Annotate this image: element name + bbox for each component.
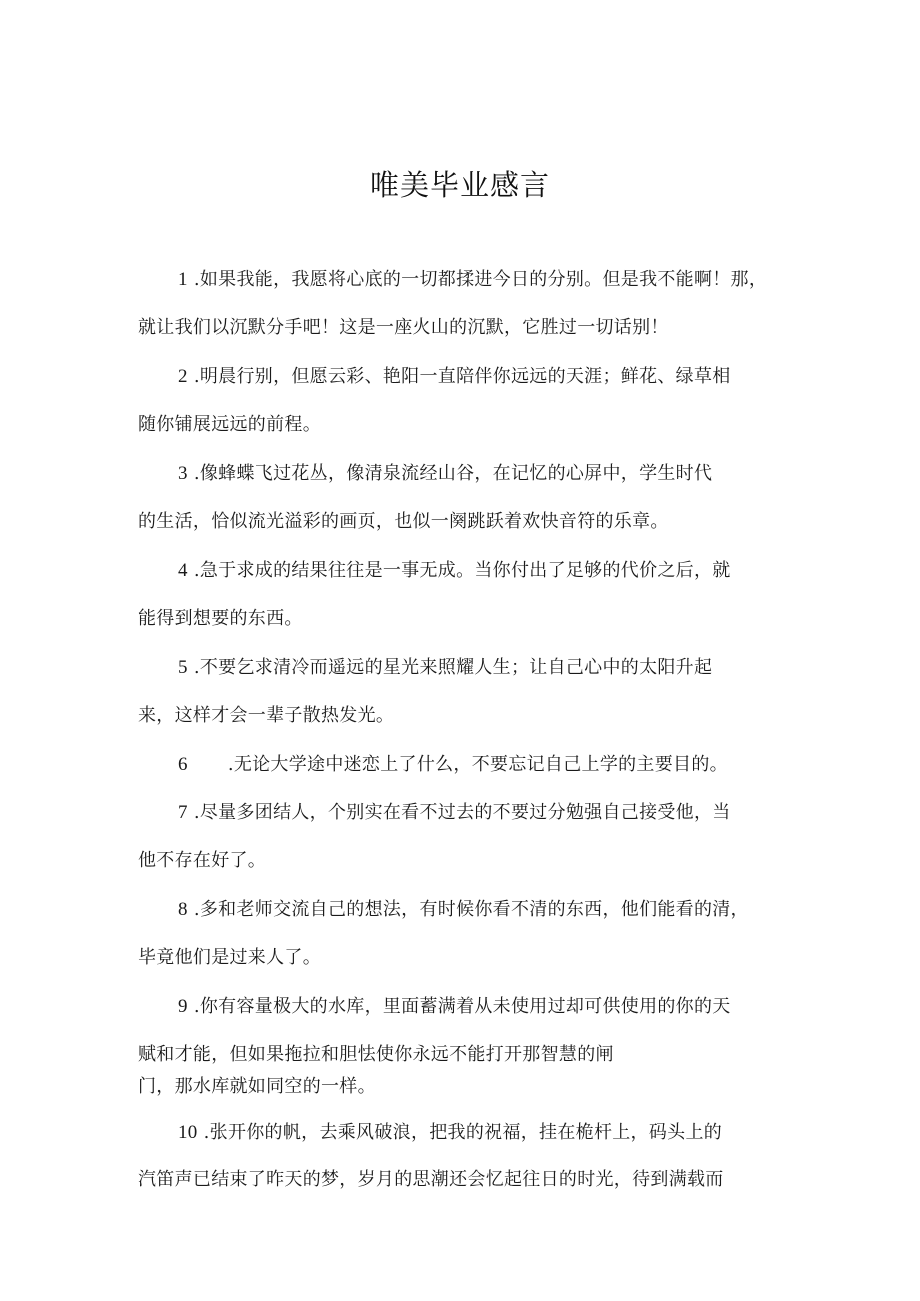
item-text: .多和老师交流自己的想法，有时候你看不清的东西，他们能看的清， — [193, 899, 749, 920]
item-7-line-2: 他不存在好了。 — [138, 850, 267, 871]
item-10-line-2: 汽笛声已结束了昨天的梦，岁月的思潮还会忆起往日的时光，待到满载而 — [138, 1169, 724, 1190]
item-number: 10 — [178, 1122, 198, 1143]
item-7-line-1 — [178, 803, 731, 823]
item-8-line-2: 毕竟他们是过来人了。 — [138, 947, 321, 968]
item-text: .张开你的帆，去乘风破浪，把我的祝福，挂在桅杆上，码头上的 — [203, 1122, 723, 1143]
item-number: 5 — [178, 657, 188, 678]
item-8-line-1 — [178, 900, 749, 920]
item-4-line-2: 能得到想要的东西。 — [138, 608, 303, 629]
item-number: 4 — [178, 560, 188, 581]
item-2-line-2: 随你铺展远远的前程。 — [138, 414, 321, 435]
item-text: .无论大学途中迷恋上了什么，不要忘记自己上学的主要目的。 — [227, 754, 728, 775]
item-9-line-2: 赋和才能，但如果拖拉和胆怯使你永远不能打开那智慧的闸 — [138, 1044, 614, 1065]
item-4-line-1 — [178, 561, 731, 581]
item-2-line-1 — [178, 367, 731, 387]
item-1-line-2: 就让我们以沉默分手吧！这是一座火山的沉默，它胜过一切话别！ — [138, 317, 669, 338]
item-1-line-1 — [178, 270, 767, 290]
item-text: .尽量多团结人，个别实在看不过去的不要过分勉强自己接受他，当 — [193, 802, 731, 823]
item-text: .急于求成的结果往往是一事无成。当你付出了足够的代价之后，就 — [193, 560, 731, 581]
item-text: .如果我能，我愿将心底的一切都揉进今日的分别。但是我不能啊！那， — [193, 269, 768, 290]
item-text: .不要乞求清冷而遥远的星光来照耀人生；让自己心中的太阳升起 — [193, 657, 713, 678]
item-number: 3 — [178, 463, 188, 484]
item-5-line-2: 来，这样才会一辈子散热发光。 — [138, 705, 395, 726]
item-number: 1 — [178, 269, 188, 290]
item-text: .像蜂蝶飞过花丛，像清泉流经山谷，在记忆的心屏中，学生时代 — [193, 463, 713, 484]
item-number: 8 — [178, 899, 188, 920]
item-5-line-1 — [178, 658, 712, 678]
item-number: 6 — [178, 754, 188, 775]
item-9-line-1 — [178, 997, 731, 1017]
document-title: 唯美毕业感言 — [369, 168, 550, 202]
item-10-line-1 — [178, 1123, 722, 1143]
item-9-line-3: 门，那水库就如同空的一样。 — [138, 1076, 376, 1097]
item-text: .明晨行别，但愿云彩、艳阳一直陪伴你远远的天涯；鲜花、绿草相 — [193, 366, 731, 387]
item-number: 7 — [178, 802, 188, 823]
item-number: 2 — [178, 366, 188, 387]
item-3-line-2: 的生活，恰似流光溢彩的画页，也似一阕跳跃着欢快音符的乐章。 — [138, 511, 669, 532]
item-text: .你有容量极大的水库，里面蓄满着从未使用过却可供使用的你的天 — [193, 996, 731, 1017]
item-number: 9 — [178, 996, 188, 1017]
item-6-line-1 — [178, 755, 728, 775]
item-3-line-1 — [178, 464, 712, 484]
